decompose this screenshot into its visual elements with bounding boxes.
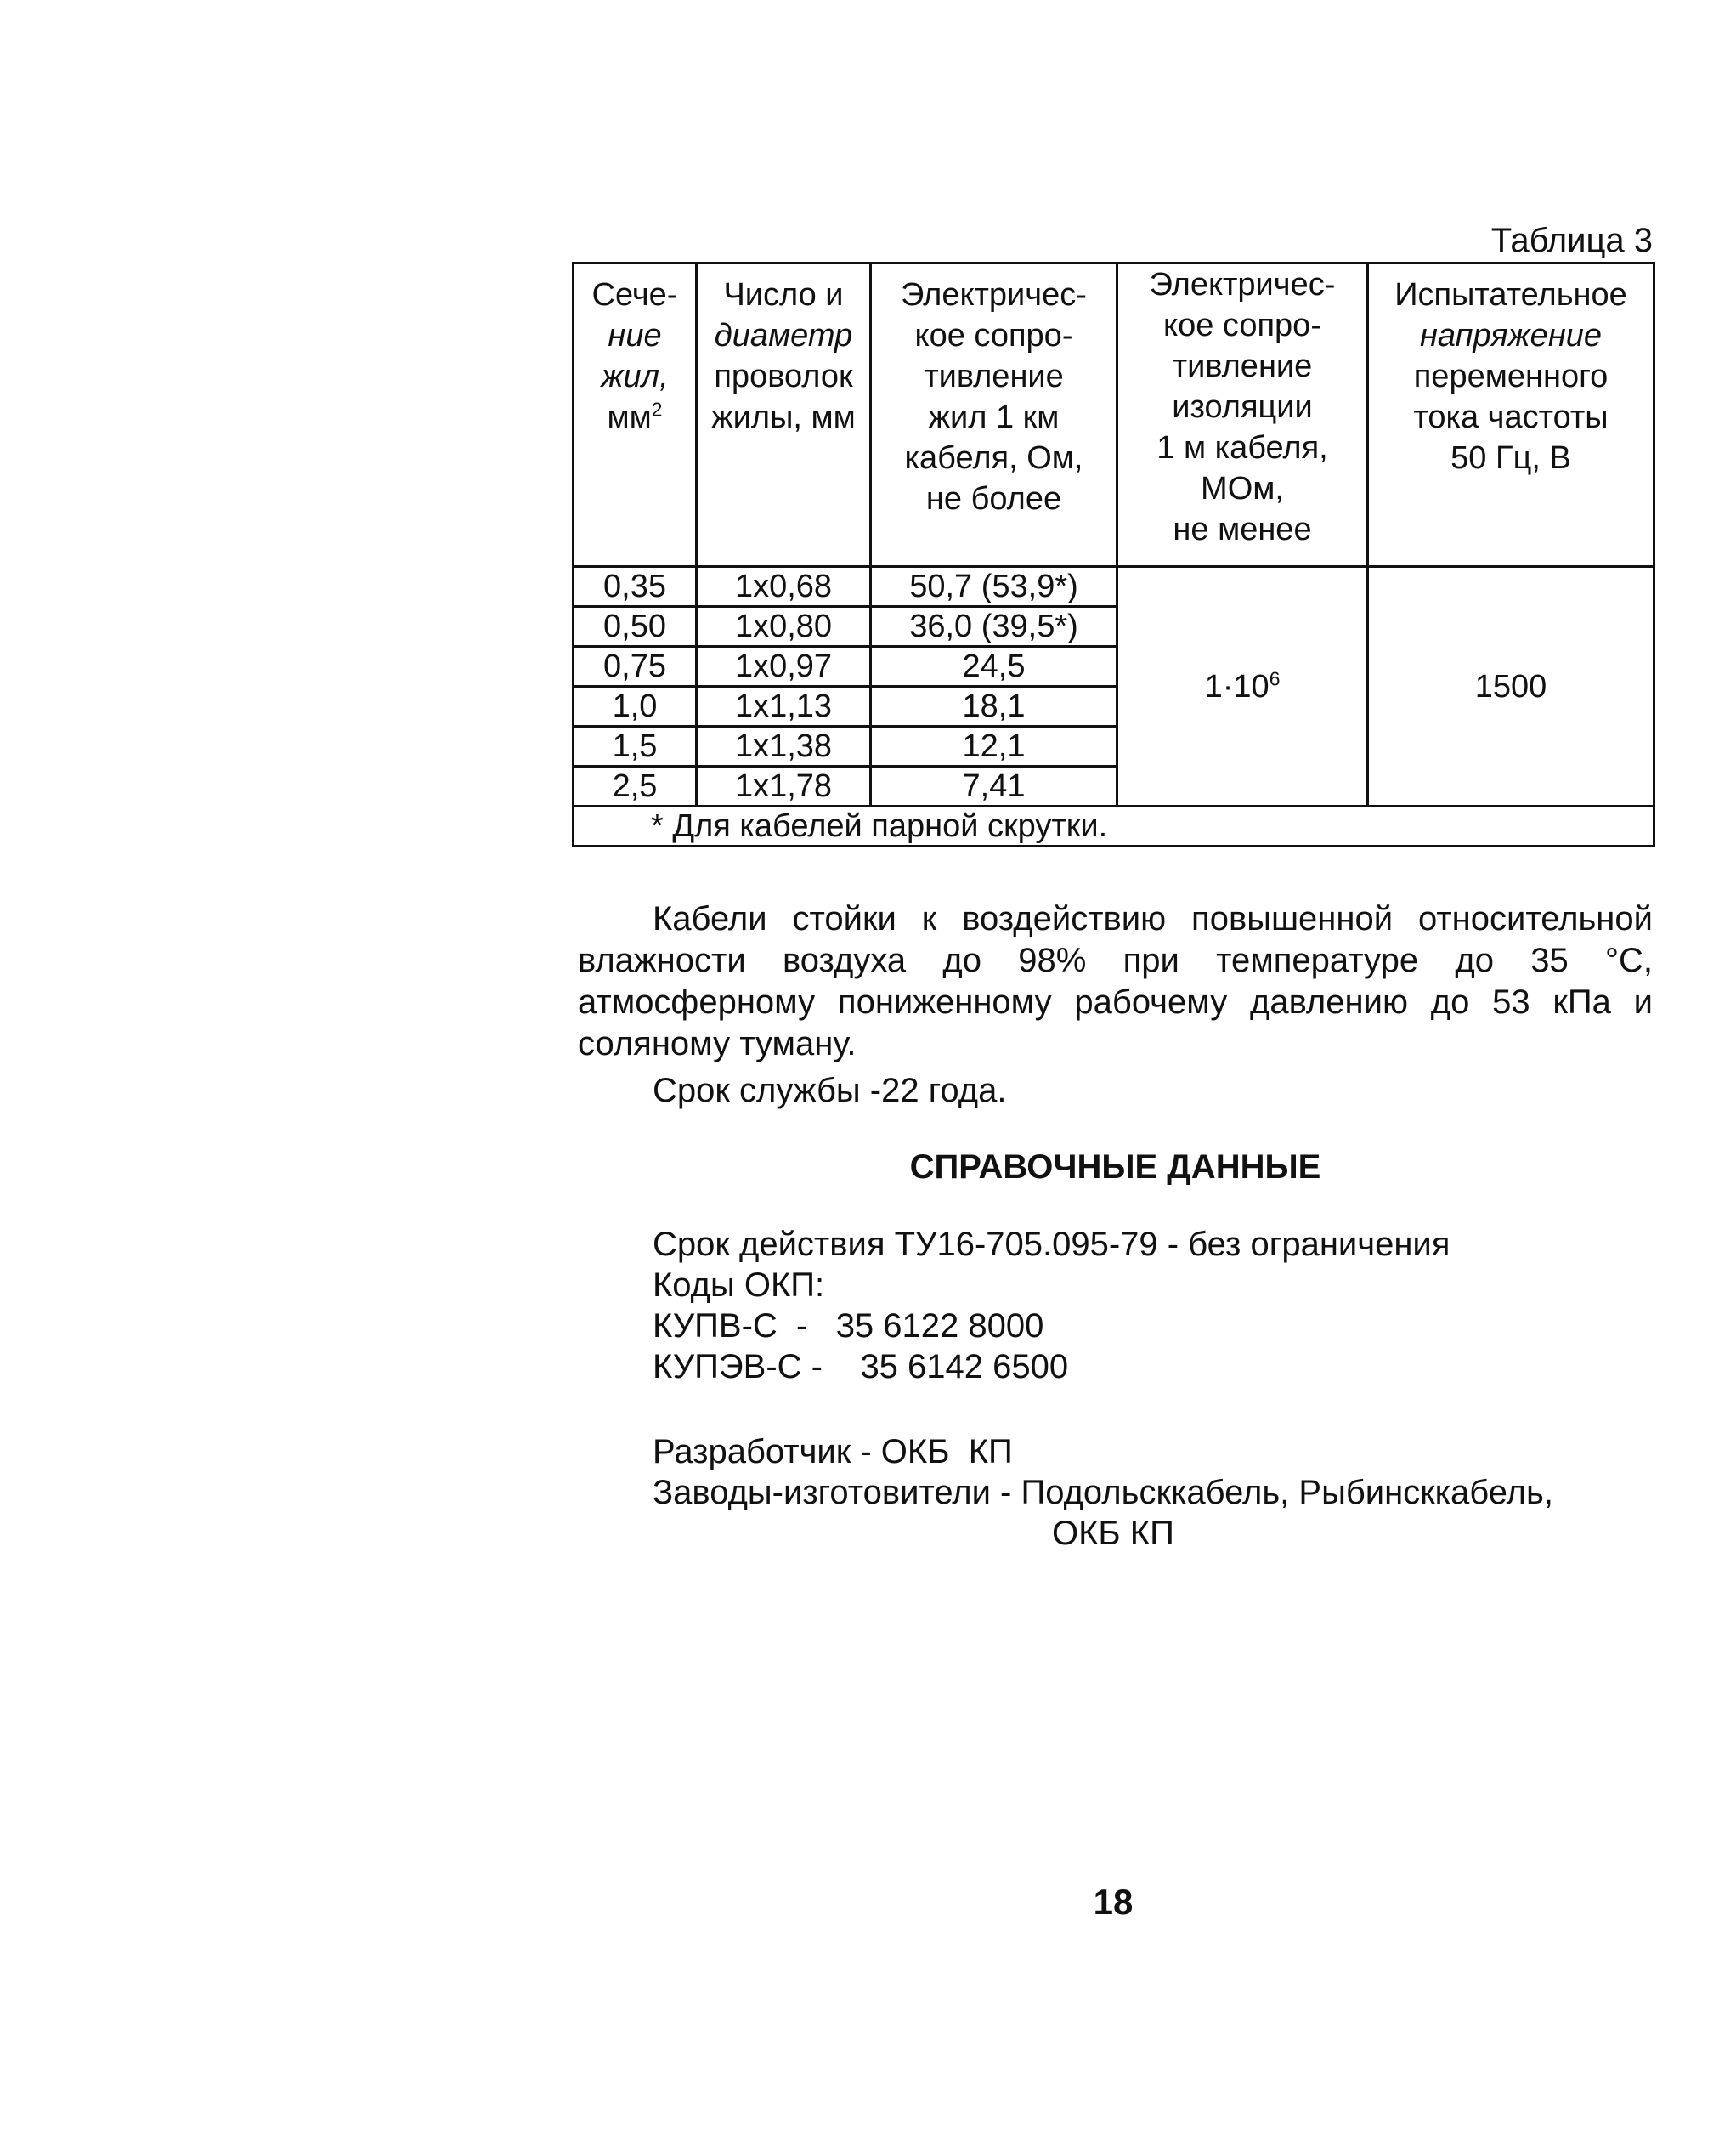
paragraph-line: соляному туману. [578, 1025, 857, 1062]
cell-section: 0,75 [574, 647, 697, 687]
code-line: КУПВ-С - 35 6122 8000 [653, 1307, 1044, 1345]
cell-section: 2,5 [574, 767, 697, 807]
cell-wires: 1х0,97 [697, 647, 871, 687]
cell-resistance: 18,1 [871, 687, 1117, 727]
service-life: Срок службы -22 года. [653, 1072, 1007, 1109]
cell-section: 1,0 [574, 687, 697, 727]
cell-section: 0,35 [574, 567, 697, 607]
cell-test-voltage: 1500 [1368, 567, 1654, 807]
developer-line: Разработчик - ОКБ КП [653, 1433, 1013, 1470]
superscript-2: 2 [651, 398, 663, 421]
table-row [574, 567, 1654, 607]
resistance-paragraph [578, 898, 1653, 1065]
cell-resistance: 50,7 (53,9*) [871, 567, 1117, 607]
manufacturers-line: Заводы-изготовители - Подольсккабель, Рыбинсккабель, [653, 1474, 1553, 1511]
cell-resistance: 7,41 [871, 767, 1117, 807]
code-line: КУПЭВ-С - 35 6142 6500 [653, 1348, 1069, 1385]
page-number: 18 [1093, 1882, 1134, 1922]
cell-resistance: 36,0 (39,5*) [871, 607, 1117, 647]
header-wire-count-diameter: Число и диаметр проволок жилы, мм [697, 263, 871, 567]
header-conductor-resistance: Электричес- кое сопро- тивление жил 1 км кабеля, Ом, не более [871, 263, 1117, 567]
reference-title: СПРАВОЧНЫЕ ДАННЫЕ [909, 1148, 1321, 1186]
manufacturers-continuation: ОКБ КП [1052, 1515, 1174, 1552]
paragraph-line: атмосферному пониженному рабочему давлению до 53 кПа и [578, 983, 1653, 1021]
paragraph-line: влажности воздуха до 98% при температуре до 35 °С, [578, 942, 1653, 979]
paragraph-line: Кабели стойки к воздействию повышенной относительной [653, 900, 1653, 938]
cell-resistance: 12,1 [871, 727, 1117, 767]
table-footnote: * Для кабелей парной скрутки. [574, 807, 1654, 847]
cable-spec-table [572, 262, 1655, 847]
table-footnote-row [574, 807, 1654, 847]
header-insulation-resistance: Электричес- кое сопро- тивление изоляции 1 м кабеля, МОм, не менее [1117, 263, 1368, 567]
reference-codes-block [653, 1224, 1450, 1387]
reference-maker-block [653, 1431, 1553, 1554]
cell-section: 1,5 [574, 727, 697, 767]
superscript-6: 6 [1269, 666, 1281, 689]
cell-wires: 1х0,80 [697, 607, 871, 647]
table-header-row [574, 263, 1654, 567]
cell-wires: 1х1,38 [697, 727, 871, 767]
cell-wires: 1х0,68 [697, 567, 871, 607]
header-test-voltage: Испытательное напряжение переменного тока частоты 50 Гц, В [1368, 263, 1654, 567]
cell-insulation-resistance: $1\cdot 10^6$ [1117, 567, 1368, 807]
cell-wires: 1х1,78 [697, 767, 871, 807]
header-cross-section: Сече- ние жил, $мм^2$ [574, 263, 697, 567]
cell-wires: 1х1,13 [697, 687, 871, 727]
validity-line: Срок действия ТУ16-705.095-79 - без ограничения [653, 1226, 1450, 1263]
cell-section: 0,50 [574, 607, 697, 647]
cell-resistance: 24,5 [871, 647, 1117, 687]
codes-label: Коды ОКП: [653, 1266, 825, 1304]
table-caption: Таблица 3 [1490, 222, 1653, 259]
